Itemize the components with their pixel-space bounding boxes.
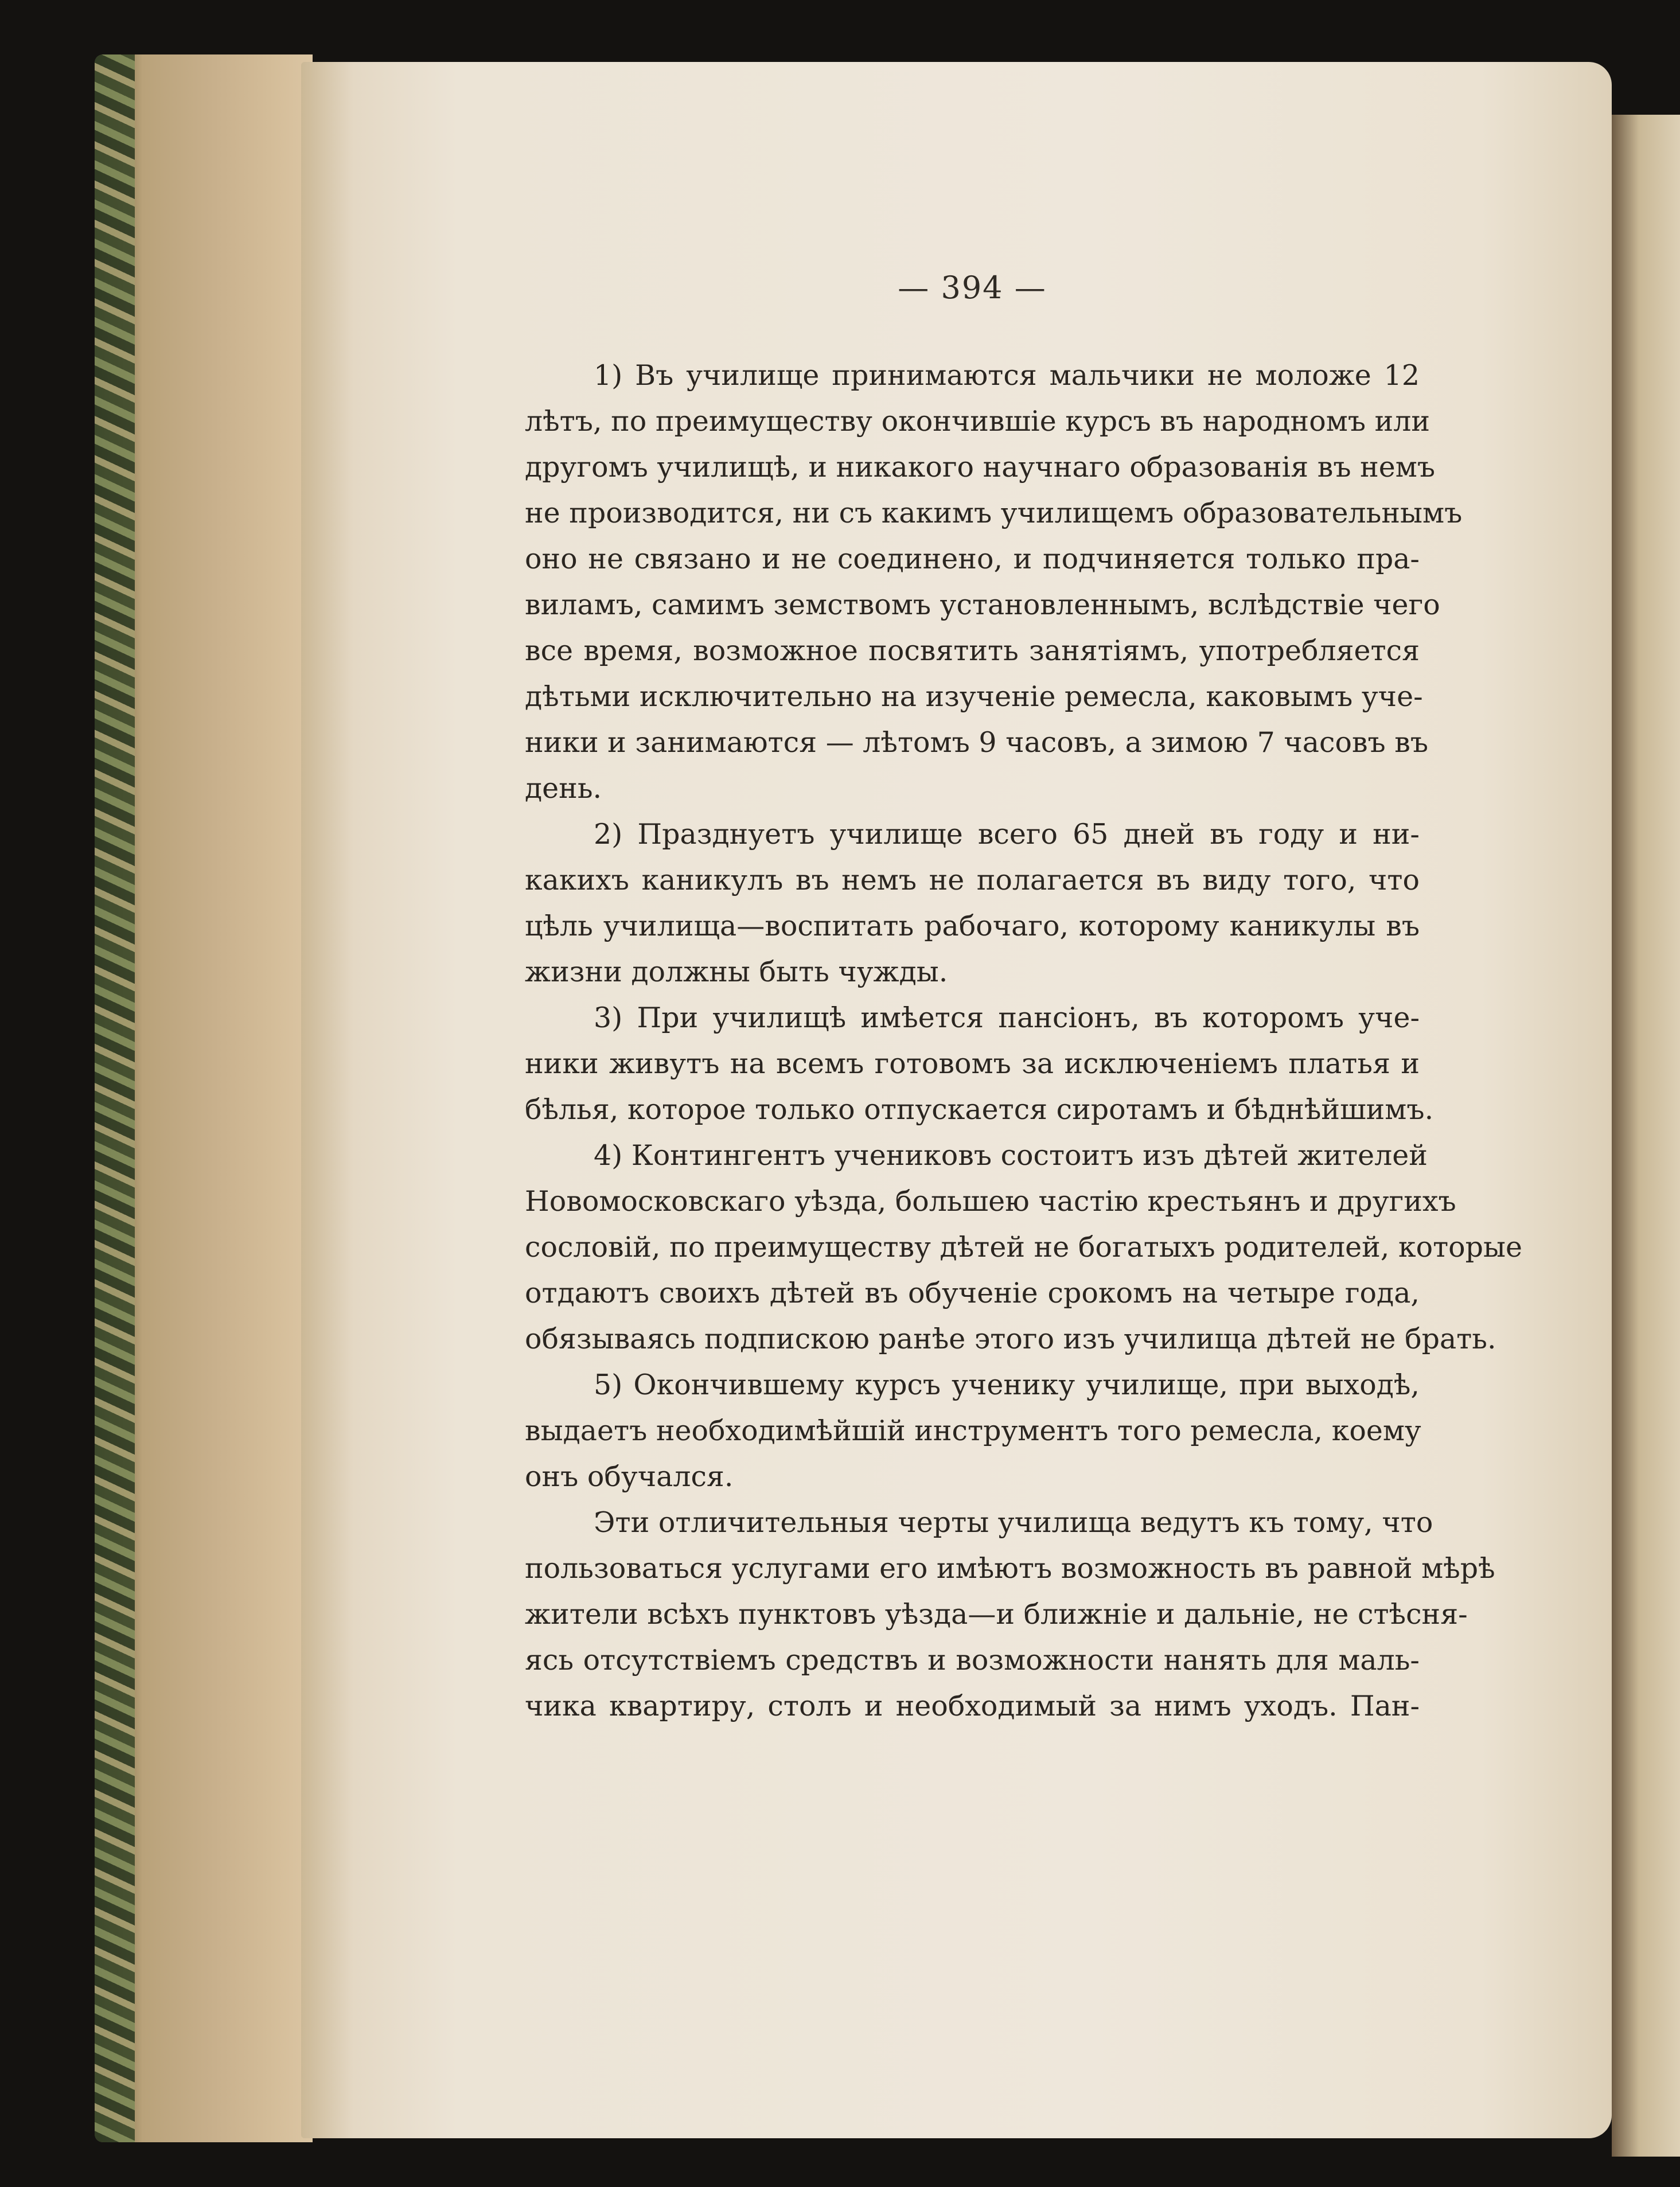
text-line: виламъ, самимъ земствомъ установленнымъ, вслѣдствіе чего <box>525 588 1440 621</box>
text-line: ясь отсутствіемъ средствъ и возможности нанять для маль- <box>525 1644 1420 1677</box>
page-text <box>525 353 1523 1729</box>
text-line: обязываясь подпискою ранѣе этого изъ училища дѣтей не брать. <box>525 1323 1496 1355</box>
text-line: бѣлья, которое только отпускается сиротамъ и бѣднѣйшимъ. <box>525 1093 1434 1126</box>
text-line: жители всѣхъ пунктовъ уѣзда—и ближніе и дальніе, не стѣсня- <box>525 1598 1468 1631</box>
text-line: все время, возможное посвятить занятіямъ, употребляется <box>525 634 1420 667</box>
text-line: отдаютъ своихъ дѣтей въ обученіе срокомъ на четыре года, <box>525 1277 1420 1309</box>
text-line: чика квартиру, столъ и необходимый за нимъ уходъ. Пан- <box>525 1690 1420 1722</box>
text-line: 5) Окончившему курсъ ученику училище, при выходѣ, <box>594 1369 1420 1401</box>
text-line: пользоваться услугами его имѣютъ возможность въ равной мѣрѣ <box>525 1552 1495 1585</box>
text-line: 2) Празднуетъ училище всего 65 дней въ году и ни- <box>594 818 1420 851</box>
text-line: ники и занимаются — лѣтомъ 9 часовъ, а зимою 7 часовъ въ <box>525 726 1429 759</box>
text-line: лѣтъ, по преимуществу окончившіе курсъ въ народномъ или <box>525 405 1430 438</box>
text-line: дѣтьми исключительно на изученіе ремесла, каковымъ уче- <box>525 680 1423 713</box>
text-line: цѣль училища—воспитать рабочаго, которому каникулы въ <box>525 910 1420 942</box>
text-line: какихъ каникулъ въ немъ не полагается въ виду того, что <box>525 864 1420 896</box>
page-number: — 394 — <box>898 270 1047 306</box>
text-line: Эти отличительныя черты училища ведутъ къ тому, что <box>594 1506 1433 1539</box>
text-line: онъ обучался. <box>525 1460 734 1493</box>
text-line: 4) Контингентъ учениковъ состоитъ изъ дѣтей жителей <box>594 1139 1428 1172</box>
text-line: 1) Въ училище принимаются мальчики не моложе 12 <box>594 359 1420 392</box>
text-line: 3) При училищѣ имѣется пансіонъ, въ которомъ уче- <box>594 1001 1420 1034</box>
text-line: сословій, по преимуществу дѣтей не богатыхъ родителей, которые <box>525 1231 1523 1264</box>
text-line: выдаетъ необходимѣйшій инструментъ того ремесла, коему <box>525 1414 1421 1447</box>
text-line: другомъ училищѣ, и никакого научнаго образованія въ немъ <box>525 451 1436 484</box>
text-line: не производится, ни съ какимъ училищемъ образовательнымъ <box>525 497 1463 529</box>
text-line: оно не связано и не соединено, и подчиняется только пра- <box>525 543 1420 575</box>
text-line: день. <box>525 772 602 805</box>
facing-page-edge <box>1612 115 1680 2157</box>
text-line: Новомосковскаго уѣзда, большею частію крестьянъ и другихъ <box>525 1185 1456 1218</box>
text-line: жизни должны быть чужды. <box>525 956 948 988</box>
book-cover-edge <box>95 54 135 2142</box>
text-line: ники живутъ на всемъ готовомъ за исключеніемъ платья и <box>525 1047 1420 1080</box>
